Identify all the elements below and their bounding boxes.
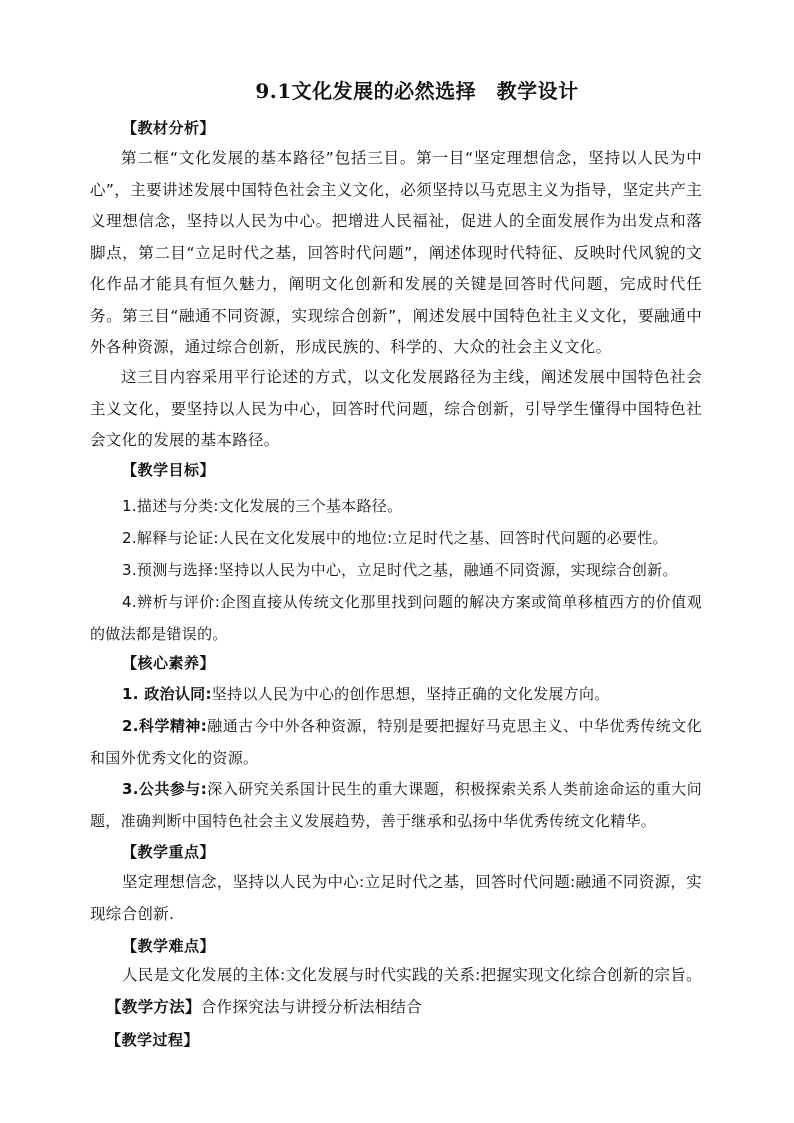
difficult-points-text: 人民是文化发展的主体:文化发展与时代实践的关系:把握实现文化综合创新的宗旨。: [122, 966, 702, 984]
core-literacy-item: [122, 679, 702, 711]
teaching-goal-item: 4.辨析与评价:企图直接从传统文化那里找到问题的解决方案或简单移植西方的价值观的做法都是错误的。: [90, 593, 702, 643]
heading-teaching-goals: 【教学目标】: [122, 461, 216, 479]
core-literacy-text: 坚持以人民为中心的创作思想，坚持正确的文化发展方向。: [211, 685, 610, 703]
core-literacy-item: [90, 711, 702, 774]
core-literacy-item: [90, 774, 702, 837]
methods-text: 合作探究法与讲授分析法相结合: [200, 998, 423, 1016]
core-literacy-text: 深入研究关系国计民生的重大课题，积极探索关系人类前途命运的重大问题，准确判断中国特色社会主义发展趋势，善于继承和弘扬中华优秀传统文化精华。: [90, 780, 703, 830]
heading-core-literacy: 【核心素养】: [122, 654, 216, 672]
material-analysis-paragraph-1: 第二框“文化发展的基本路径”包括三目。第一目“坚定理想信念，坚持以人民为中心”，主要讲述发展中国特色社会主义文化，必须坚持以马克思主义为指导，坚定共产主义理想信念，坚持以人民为中心。把增进人民福祉，促进人的全面发展作为出发点和落脚点，第二目“立足时代之基，回答时代问题”，阐述体现时代特征、反映时代风貌的文化作品才能具有恒久魅力，阐明文化创新和发展的关键是回答时代问题，完成时代任务。第三目“融通不同资源，实现综合创新”，阐述发展中国特色社主义文化，要融通中外各种资源，通过综合创新，形成民族的、科学的、大众的社会主义文化。: [90, 149, 702, 356]
heading-methods: 【教学方法】: [106, 998, 201, 1016]
heading-difficult-points: 【教学难点】: [122, 937, 216, 955]
heading-process: 【教学过程】: [106, 1031, 200, 1049]
core-literacy-lead: 1. 政治认同:: [122, 685, 212, 703]
core-literacy-lead: 2.科学精神:: [122, 717, 208, 735]
core-literacy-text: 融通古今中外各种资源，特别是要把握好马克思主义、中华优秀传统文化和国外优秀文化的资源。: [90, 717, 703, 767]
heading-key-points: 【教学重点】: [122, 843, 216, 861]
teaching-goal-item: 2.解释与论证:人民在文化发展中的地位:立足时代之基、回答时代问题的必要性。: [122, 529, 668, 547]
page-title: 9.1文化发展的必然选择 教学设计: [255, 79, 579, 103]
key-points-text: 坚定理想信念，坚持以人民为中心:立足时代之基，回答时代问题:融通不同资源，实现综合创新.: [90, 873, 702, 923]
heading-material-analysis: 【教材分析】: [122, 119, 216, 137]
methods-line: [106, 992, 686, 1024]
teaching-goal-item: 1.描述与分类:文化发展的三个基本路径。: [122, 497, 403, 515]
material-analysis-paragraph-2: 这三目内容采用平行论述的方式，以文化发展路径为主线，阐述发展中国特色社会主义文化，要坚持以人民为中心，回答时代问题，综合创新，引导学生懂得中国特色社会文化的发展的基本路径。: [90, 368, 702, 449]
core-literacy-lead: 3.公共参与:: [122, 780, 208, 798]
teaching-goal-item: 3.预测与选择:坚持以人民为中心，立足时代之基，融通不同资源，实现综合创新。: [122, 561, 678, 579]
